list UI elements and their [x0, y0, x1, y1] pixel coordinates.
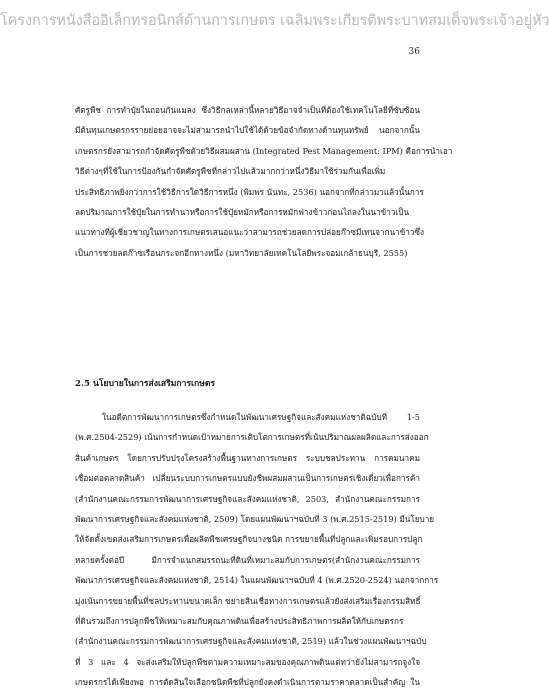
paragraph-line: มีต้นทุนเกษตรกรรายย่อยอาจจะไม่สามารถนำไปใช้ได้ด้วยข้อจำกัดทางด้านทุนทรัพย์ นอกจากนั้น [75, 125, 420, 136]
paragraph-line: เกษตรกรยังสามารถกำจัดศัตรูพืชด้วยวิธีผสมผสาน (Integrated Pest Management: IPM) คือการนำเอา [75, 145, 453, 156]
paragraph-line: วิธีต่างๆที่ใช้ในการป้องกันกำจัดศัตรูพืชที่กล่าวไปแล้วมากกว่าหนึ่งวิธีมาใช้ร่วมกันเพื่อเพิ่ม [75, 166, 386, 177]
watermark-banner: โครงการหนังสืออิเล็กทรอนิกส์ด้านการเกษตร เฉลิมพระเกียรติพระบาทสมเด็จพระเจ้าอยู่หัว [0, 13, 549, 29]
paragraph-line: แนวทางที่ผู้เชี่ยวชาญในทางการเกษตรเสนอแนะว่าสามารถช่วยลดการปล่อยก๊าซมีเทนจากนาข้าวซึ่ง [75, 227, 425, 238]
paragraph-line: เกษตรกรได้เพียงพอ การตัดสินใจเลือกชนิดพืชที่ปลูกยังคงดำเนินการตามราคาตลาดเป็นสำคัญ ใน [75, 677, 420, 688]
paragraph-line: (สำนักงานคณะกรรมการพัฒนาการเศรษฐกิจและสังคมแห่งชาติ, 2519) แล้วในช่วงแผนพัฒนาฯฉบับ [75, 636, 427, 647]
paragraph-line: ที่ 3 และ 4 จะส่งเสริมให้ปลูกพืชตามความเหมาะสมของคุณภาพดินแต่ทว่ายังไม่สามารถจูงใจ [75, 656, 420, 667]
paragraph-line: ศัตรูพืช การทำปุ๋ยในถอนกันแมลง ซึ่งวิธีกลเหล่านี้หลายวิธีอาจจำเป็นที่ต้องใช้เทคโนโลยีที่ซับซ้อน [75, 105, 420, 115]
paragraph-line: ประสิทธิภาพยิ่งกว่าการใช้วิธีการใดวิธีการหนึ่ง (พิมพร นันทะ, 2536) นอกจากที่กล่าวมาแล้วนั้นการ [75, 186, 424, 197]
paragraph-line: ในอดีตการพัฒนาการเกษตรซึ่งกำหนดในพัฒนาเศรษฐกิจและสังคมแห่งชาติฉบับที่ 1-5 [102, 412, 420, 422]
paragraph-line: (สำนักงานคณะกรรมการพัฒนาการเศรษฐกิจและสังคมแห่งชาติ, 2503, สำนักงานคณะกรรมการ [75, 493, 420, 504]
paragraph-line: พัฒนาการเศรษฐกิจและสังคมแห่งชาติ, 2514) ในแผนพัฒนาฯฉบับที่ 4 (พ.ศ.2520-2524) นอกจากการ [75, 575, 439, 586]
paragraph-line: (พ.ศ.2504-2529) เน้นการกำหนดเป้าหมายการเติบโตการเกษตรที่เน้นปริมาณผลผลิตและการส่งออก [75, 432, 429, 443]
paragraph-line: มุ่งเน้นการขยายพื้นที่ชลประทานขนาดเล็ก ขยายสินเชื่อทางการเกษตรแล้วยังส่งเสริมเรื่องกรรมสิทธิ์ [75, 595, 421, 606]
paragraph-line: เป็นการช่วยลดก๊าซเรือนกระจกอีกทางหนึ่ง (มหาวิทยาลัยเทคโนโลยีพระจอมเกล้าธนบุรี, 2555) [75, 247, 408, 258]
paragraph-line: สินค้าเกษตร โดยการปรับปรุงโครงสร้างพื้นฐานทางการเกษตร ระบบชลประทาน การคมนาคม [75, 452, 420, 463]
section-heading: 2.5 นโยบายในการส่งเสริมการเกษตร [75, 379, 216, 389]
paragraph-line: ลดปริมาณการใช้ปุ๋ยในการทำนาหรือการใช้ปุ๋ยหมักหรือการหมักฟางข้าวก่อนไถ่ลงในนาข้าวเป็น [75, 206, 410, 217]
paragraph-line: ที่ดินรวมถึงการปลูกพืชให้เหมาะสมกับคุณภาพดินเพื่อสร้างประสิทธิภาพการผลิตให้กับเกษตรกร [75, 615, 404, 626]
page-number: 36 [408, 47, 420, 57]
paragraph-policy [75, 407, 439, 692]
paragraph-ipm [75, 100, 453, 263]
paragraph-line: หลายครั้งต่อปี มีการจำแนกสมรรถนะที่ดินที่เหมาะสมกับการเกษตร(สำนักงานคณะกรรมการ [75, 554, 420, 565]
paragraph-line: ให้จัดตั้งเขตส่งเสริมการเกษตรเพื่อผลิตพืชเศรษฐกิจบางชนิด การขยายพื้นที่ปลูกและเพิ่มรอบการปลูก [75, 534, 423, 545]
paragraph-line: เชื่อมต่อตลาดสินค้า เปลี่ยนระบบการเกษตรแบบยังชีพผสมผสานเป็นการเกษตรเชิงเดี่ยวเพื่อการค้า [75, 473, 420, 484]
paragraph-line: พัฒนาการเศรษฐกิจและสังคมแห่งชาติ, 2509) โดยแผนพัฒนาฯฉบับที่ 3 (พ.ศ.2515-2519) มีนโยบาย [75, 513, 435, 524]
